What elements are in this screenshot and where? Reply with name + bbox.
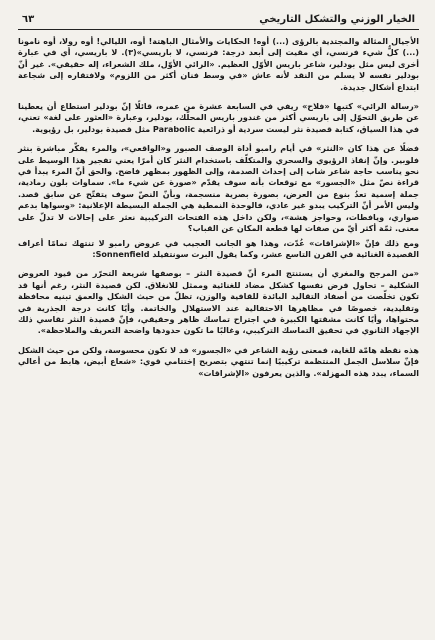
paragraph-6: هذه نقطة هامّة للغاية، فمعنى رؤية الشاعر في «الجسور» قد لا تكون محسوسة، ولكن من حيث الشكل فإنّ سلاسل الجمل المنتظمة تركيبيًا إنما تنتهي بتصريح إختتامي قوي: «شعاع أبيض، هابط من أعالي السماء، يبدد هذه المهزلة». والذين يعرفون «الإشراقات» bbox=[18, 345, 419, 378]
header-rule bbox=[18, 29, 419, 30]
paragraph-3: فضلًا عن هذا كان «النثر» في أيام رامبو أداة الوصف الصبور و«الواقعي»، والمرء يفكّر مباشرة بنثر فلوبير. وإنّ إنقاذ الرؤيوي والسحري والمتكلّف باستخدام النثر كان أمرًا يعني تفجير هذا الوسيط على نحو يناسب حاجة شاعر شاب إلى إحداث الصدمة، وإلى الظهور بمظهر فاضح. والحق أنّ المرء يبدأ في قراءة نصّ مثل «الجسور» مع توقعات بأنه سوف يقدّم «صورة عن شيء ما». سماوات بلون رمادية، جملة إسمية تعدُ بنوع من العرض، بصورة بصرية منسجمة، وبأنّ النصّ سوف يتفتّح عن سابق قصد. وليس الأمر أنّ التركيب يبدو غير عادي، فالوحدة النمطية هي الجملة البسيطة الإعلانية: «وسواها بدعم صواري، ويافطات، وحواجز هشة»، ولكن داخل هذه الفتحات التركيبية نعثر على إحالات لا تدلّ على معنى. ثمّة أكثر أيّ من صفات لها قطعة المكان عن القباب؟ bbox=[18, 144, 419, 234]
running-header bbox=[18, 14, 419, 27]
paragraph-1: الأجيال المثالة والمجتدية بالرؤى (...) أوه! الحكايات والأمثال الباهتة! أوه، الليالي! أوه رولا، أوه نامونا (...) كلُّ شيء فرنسي، أي مقيت إلى أبعد درجة: فرنسي، لا باريسي»(٣). لا باريسي، أي في عبارة أخرى ليس مثل بودلير، شاعر باريس الأوّل العظيم. «الرائي الأوّل، ملك الشعراء، إله حقيقي». غير أنّ بودلير نفسه لا يسلم من النقد لأنه عاش «في وسط فنان أكثر من اللزوم» ولافتقاره إلى شجاعة ابتداع أشكال جديدة. bbox=[18, 37, 419, 92]
quotation-block: «من المرجح والمغري أن يستنتج المرء أنّ قصيدة النثر – بوصفها شريعة التحرّر من قيود العروض الشكلية – تحاول فرض نفسها كشكل مضاد للغنائية وممثل للانغلاق. لكن قصيدة النثر، رغم أنها قد تكون تخلّصت من أصفاد التقاليد البائدة للقافية والوزن، تظلّ من حيث الشكل والعمق تبنيه محافظة وتقليدية، خصوصًا في مظاهرها الاحتفالية عند الاستهلال والخاتمة. وأيًا كانت درجة الجذرية في محتواها، وأيًا كانت مشقتها الكبيرة في اجتراح تماسك ظاهر وحقيقي، فإنّ قصيدة النثر تقاسي ذلك الإجهاد الثانوي في تحقيق التماسك التركيبي، وغالبًا ما تكون حدودها واضحة التعريف والملاحظة». bbox=[18, 269, 419, 336]
paragraph-4: ومع ذلك فإنّ «الإشراقات» عُدّت، وهذا هو الجانب العجيب في عروض رامبو لا تنتهك تمامًا أعراف القصيدة الغنائية في القرن التاسع عشر، وكما يقول البرت سونتفيلد Sonnenfield: bbox=[18, 238, 419, 259]
paragraph-2: «رسالة الرائي» كتبها «فلاح» ريفي في السابعة عشرة من عمره، قائلًا إنّ بودلير استطاع أن يعطينا عن طريق التحوّل إلى باريسي أكثر من غندور باريس المحلّك، بودلير، وعبارة «العثور على لغة» تعني، في هذا السياق، كتابة قصيدة نثر ليست سردية أو ذرائعية Parabolic مثل قصيدة بودلير، بل رؤيوية. bbox=[18, 102, 419, 134]
running-title: الخيار الوزني والتشكل التاريخي bbox=[259, 14, 415, 25]
page-number: ٦٣ bbox=[22, 14, 35, 25]
body-text bbox=[18, 36, 419, 379]
